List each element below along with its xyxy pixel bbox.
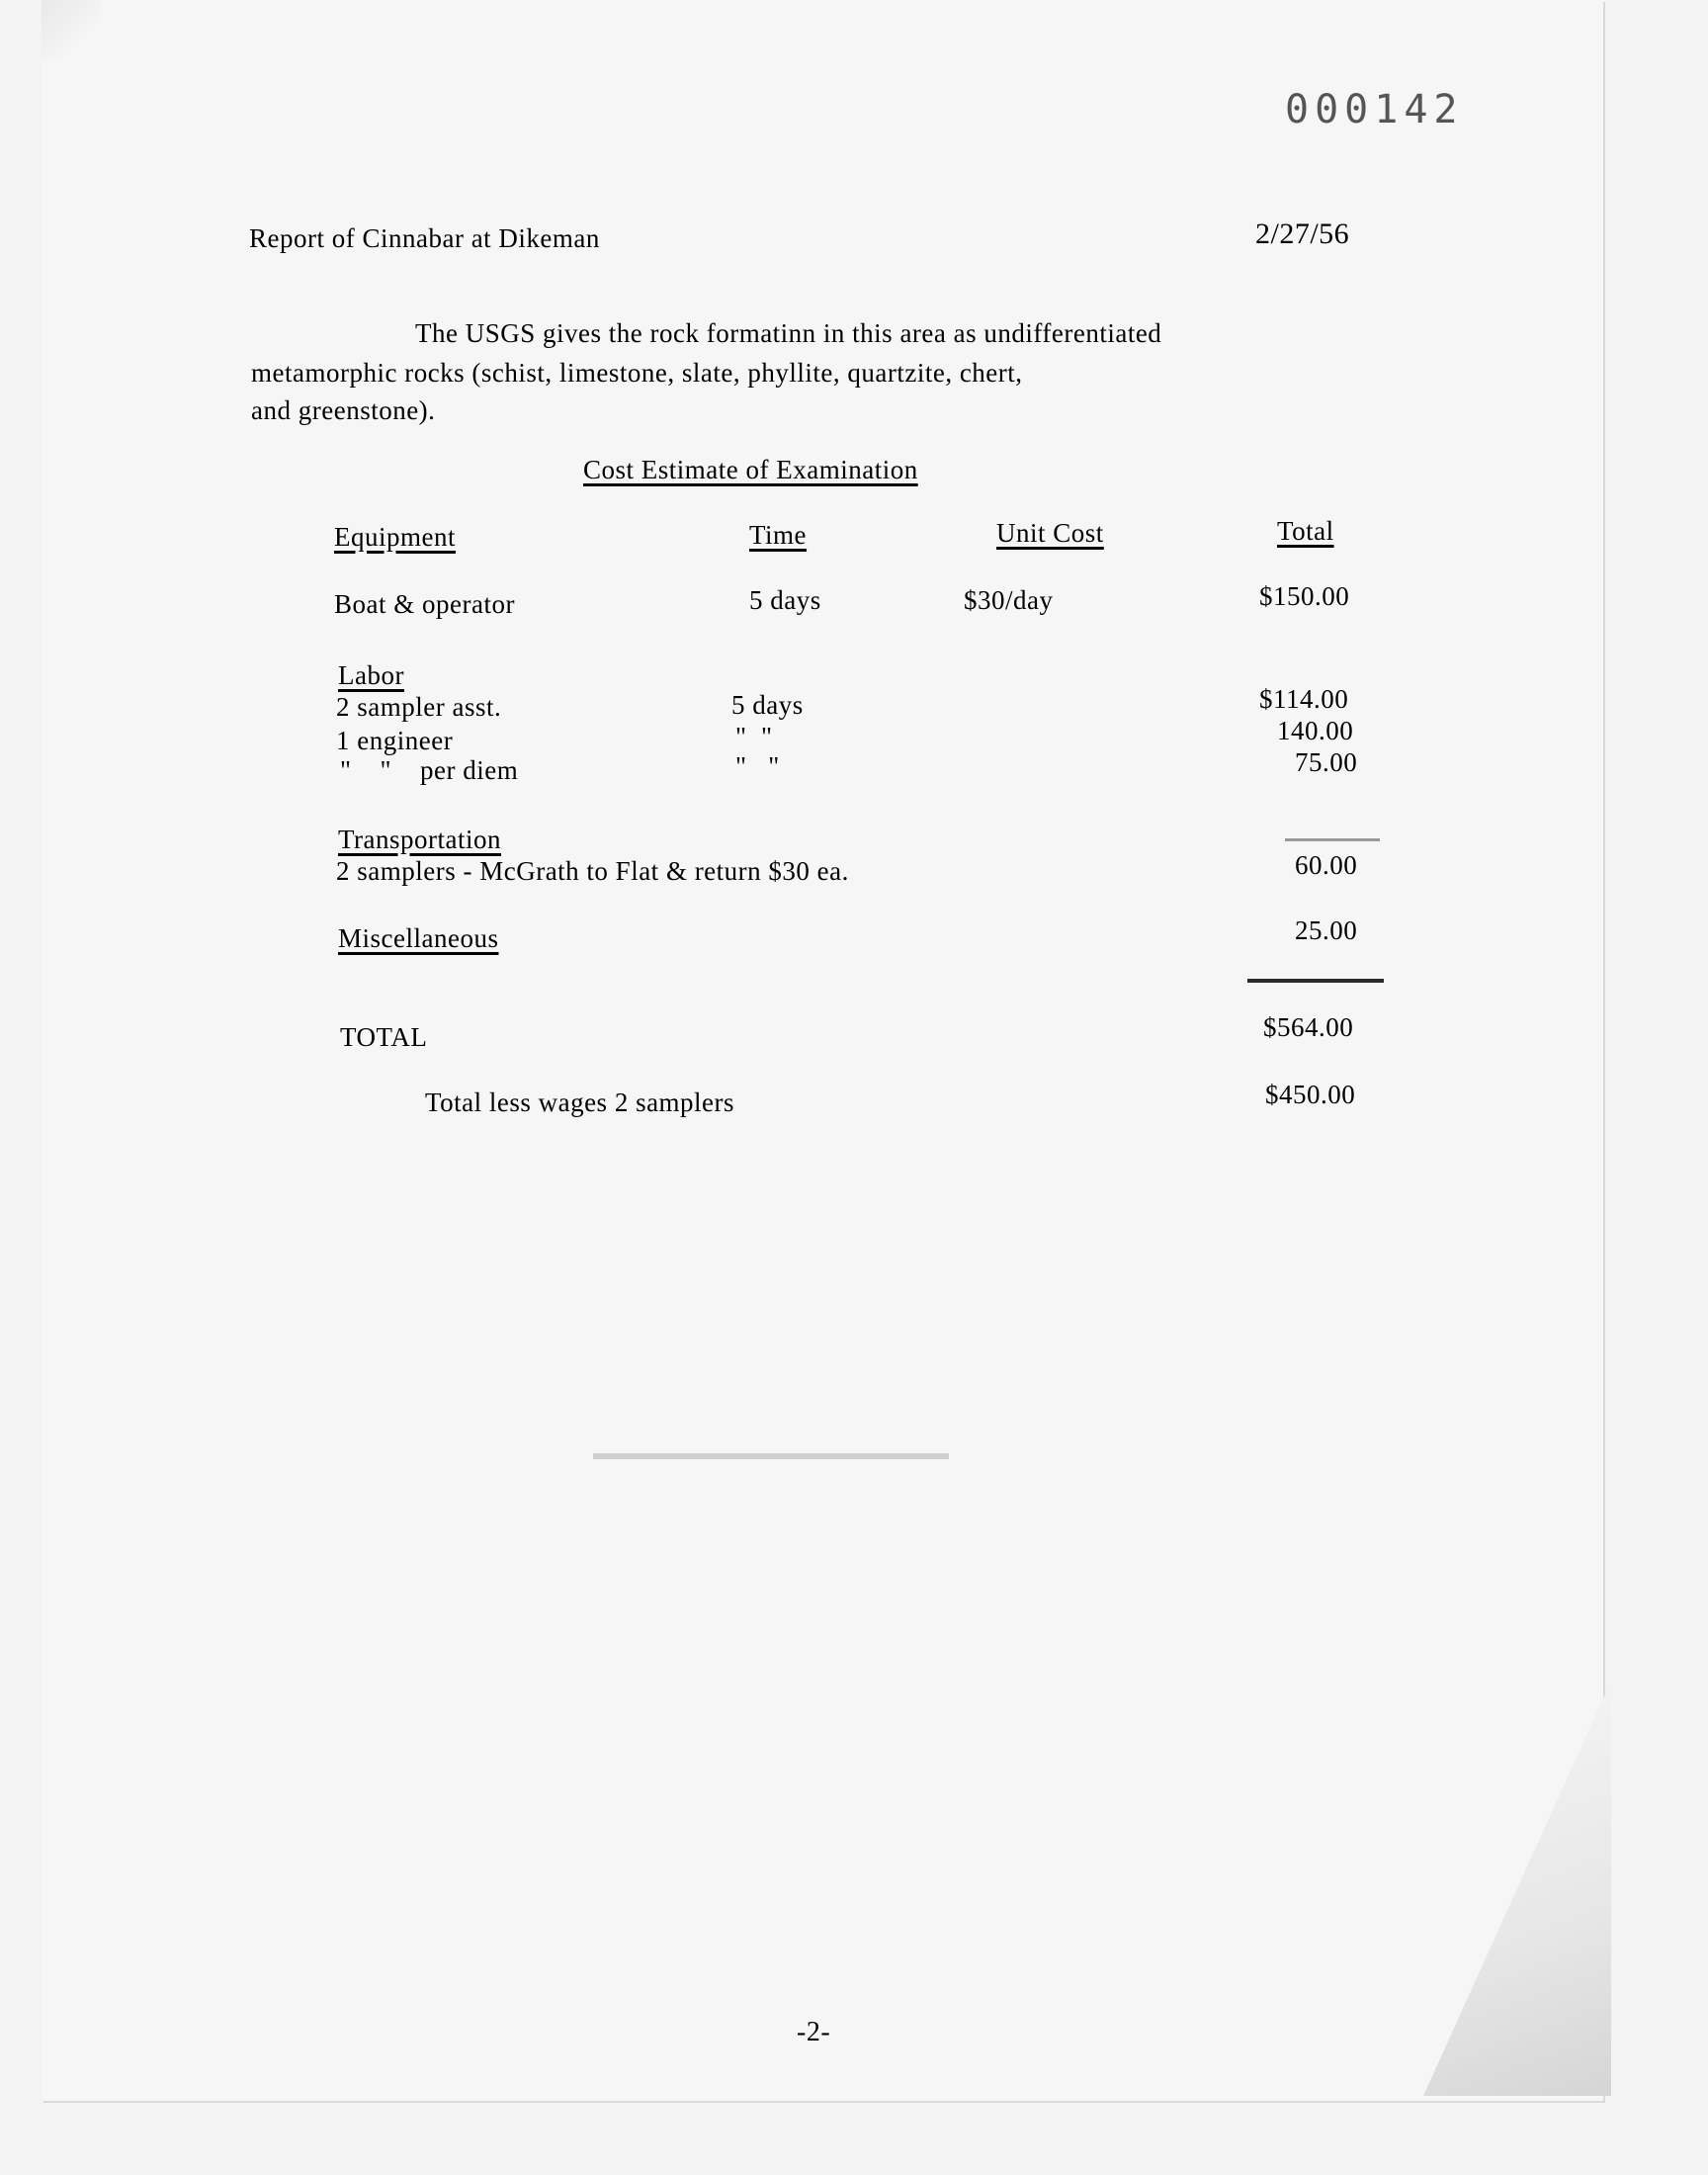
report-title: Report of Cinnabar at Dikeman: [249, 223, 600, 253]
bleed-through-mark: [593, 1453, 949, 1459]
miscellaneous-heading: Miscellaneous: [338, 923, 499, 953]
boat-unit-cost: $30/day: [964, 585, 1054, 615]
boat-time: 5 days: [749, 585, 821, 615]
labor-row-3-total: 75.00: [1295, 747, 1358, 777]
transportation-label: 2 samplers - McGrath to Flat & return $30 ea.: [336, 856, 849, 886]
total-rule: [1247, 979, 1384, 983]
column-unit-cost: Unit Cost: [996, 518, 1104, 548]
boat-label: Boat & operator: [334, 589, 515, 619]
intro-line-3: and greenstone).: [251, 395, 436, 425]
less-wages-value: $450.00: [1265, 1080, 1356, 1109]
labor-row-1-total: $114.00: [1259, 684, 1349, 714]
labor-row-1-time: 5 days: [731, 690, 804, 720]
page-corner-fold: [42, 0, 101, 59]
transportation-total: 60.00: [1295, 850, 1358, 880]
labor-row-2-time: " ": [735, 722, 773, 751]
less-wages-label: Total less wages 2 samplers: [425, 1088, 735, 1117]
miscellaneous-total: 25.00: [1295, 915, 1358, 945]
stamp-number: 000142: [1285, 87, 1464, 132]
column-total: Total: [1277, 516, 1334, 546]
labor-heading: Labor: [338, 660, 404, 690]
report-date: 2/27/56: [1255, 218, 1350, 250]
intro-line-1: The USGS gives the rock formatinn in this area as undifferentiated: [415, 318, 1162, 348]
labor-row-1-label: 2 sampler asst.: [336, 692, 502, 722]
labor-row-3-label: " " per diem: [340, 755, 519, 785]
grand-total-value: $564.00: [1263, 1012, 1354, 1042]
document-page: [42, 0, 1603, 2101]
grand-total-label: TOTAL: [340, 1022, 428, 1052]
labor-row-2-label: 1 engineer: [336, 726, 454, 755]
estimate-title: Cost Estimate of Examination: [583, 455, 918, 484]
labor-row-2-total: 140.00: [1277, 716, 1354, 745]
column-equipment: Equipment: [334, 522, 456, 552]
boat-total: $150.00: [1259, 581, 1350, 611]
subtotal-rule: [1285, 838, 1380, 841]
column-time: Time: [749, 520, 808, 550]
labor-row-3-time: " ": [735, 751, 780, 781]
page-number: -2-: [797, 2017, 831, 2047]
transportation-heading: Transportation: [338, 825, 502, 854]
intro-line-2: metamorphic rocks (schist, limestone, slate, phyllite, quartzite, chert,: [251, 358, 1023, 388]
